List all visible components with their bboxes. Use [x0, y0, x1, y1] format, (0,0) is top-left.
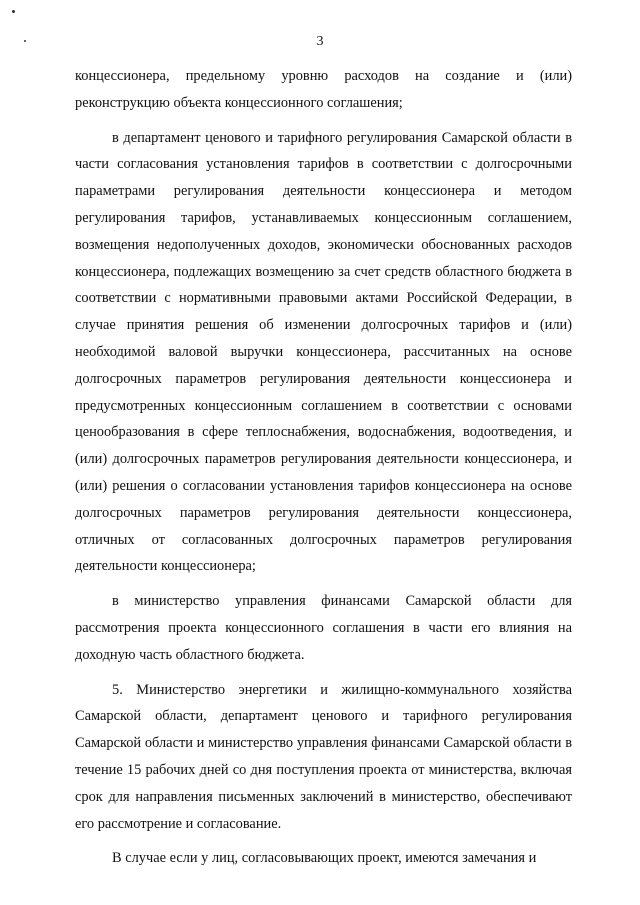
paragraph-continuation: концессионера, предельному уровню расходов на создание и (или) реконструкцию объекта концессионного соглашения;: [75, 68, 572, 111]
page-number: 3: [316, 34, 324, 49]
paragraph-finance-ministry: в министерство управления финансами Самарской области для рассмотрения проекта концессионного соглашения в части его влияния на доходную часть областного бюджета.: [75, 593, 572, 663]
paragraph-remarks: В случае если у лиц, согласовывающих проект, имеются замечания и: [112, 850, 537, 867]
paragraph-item-5: 5. Министерство энергетики и жилищно-коммунального хозяйства Самарской области, департамент ценового и тарифного регулирования Самарской области и министерство управления финансами Самарской области в течение 15 рабочих дней со дня поступления проекта от министерства, включая срок для направления письменных заключений в министерство, обеспечивают его рассмотрение и согласование.: [75, 681, 572, 832]
document-body: [75, 63, 572, 872]
scan-speck: [12, 10, 15, 13]
paragraph-tariff-department: в департамент ценового и тарифного регулирования Самарской области в части согласования установления тарифов в соответствии с долгосрочными параметрами регулирования деятельности концессионера и методом регулирования тарифов, устанавливаемых концессионным соглашением, возмещения недополученных доходов, экономически обоснованных расходов концессионера, подлежащих возмещению за счет средств областного бюджета в соответствии с нормативными правовыми актами Российской Федерации, в случае принятия решения об изменении долгосрочных тарифов и (или) необходимой валовой выручки концессионера, рассчитанных на основе долгосрочных параметров регулирования деятельности концессионера и предусмотренных концессионным соглашением в соответствии с основами ценообразования в сфере теплоснабжения, водоснабжения, водоотведения, и (или) долгосрочных параметров регулирования деятельности концессионера, и (или) решения о согласовании установления тарифов концессионера на основе долгосрочных параметров регулирования деятельности концессионера, отличных от согласованных долгосрочных параметров регулирования деятельности концессионера;: [75, 129, 572, 575]
